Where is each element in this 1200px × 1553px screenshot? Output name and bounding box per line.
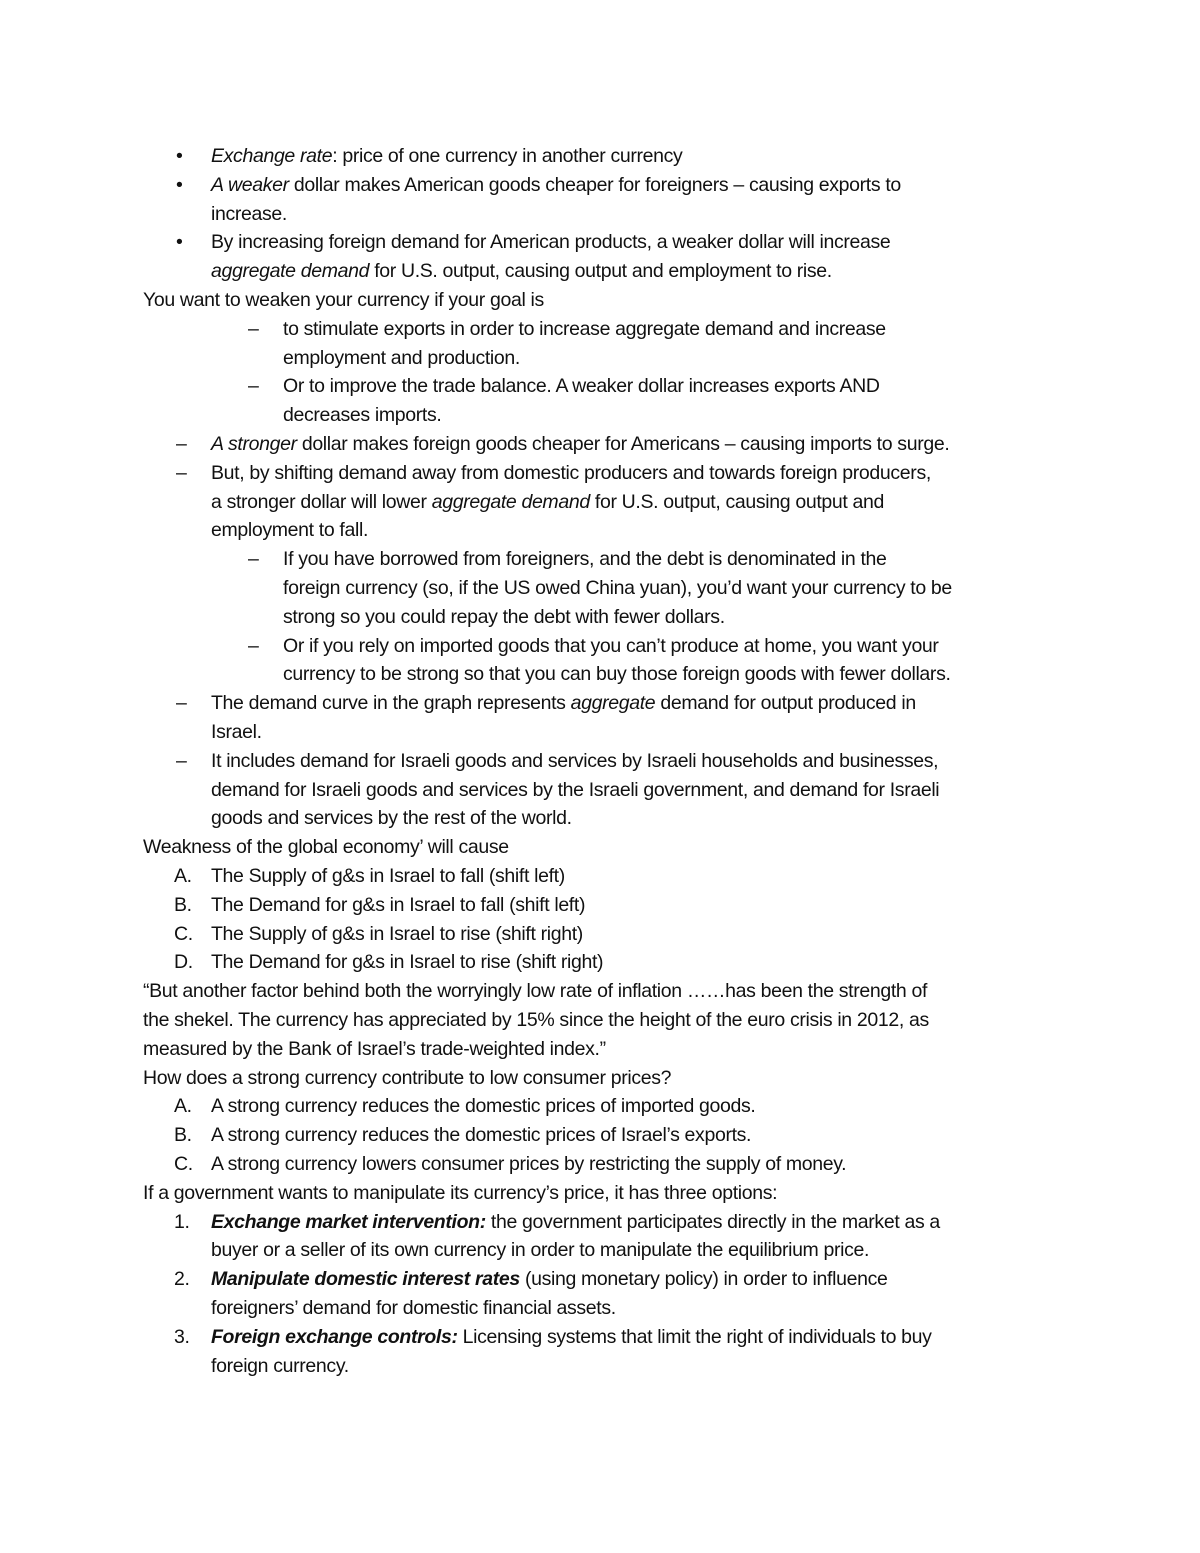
italic-text: A weaker bbox=[211, 173, 289, 196]
text-line bbox=[283, 372, 880, 401]
text-segment: to stimulate exports in order to increase aggregate demand and increase bbox=[283, 317, 886, 340]
text-segment: It includes demand for Israeli goods and services by Israeli households and businesses, bbox=[211, 749, 939, 772]
text-line bbox=[283, 603, 725, 632]
bullet-marker: • bbox=[176, 145, 183, 167]
question-text: How does a strong currency contribute to low consumer prices? bbox=[143, 1066, 672, 1089]
option-label: B. bbox=[174, 1124, 192, 1147]
text-segment: Or if you rely on imported goods that you can’t produce at home, you want your bbox=[283, 634, 939, 657]
text-line bbox=[211, 488, 884, 517]
dash-marker: – bbox=[176, 692, 187, 715]
text-line bbox=[283, 632, 939, 661]
option-label: C. bbox=[174, 922, 193, 945]
text-segment: dollar makes foreign goods cheaper for Americans – causing imports to surge. bbox=[296, 433, 950, 455]
dash-marker: – bbox=[248, 317, 259, 340]
option-text: A strong currency lowers consumer prices by restricting the supply of money. bbox=[211, 1153, 847, 1175]
text-line bbox=[211, 718, 262, 747]
text-line bbox=[211, 430, 949, 459]
question-text: Weakness of the global economy’ will cause bbox=[143, 836, 509, 859]
text-segment: employment to fall. bbox=[211, 519, 369, 542]
text-segment: Israel. bbox=[211, 721, 262, 743]
text-segment: demand for Israeli goods and services by the Israeli government, and demand for Israeli bbox=[211, 778, 940, 801]
text-segment: The demand curve in the graph represents bbox=[211, 692, 571, 715]
option-text: A strong currency reduces the domestic prices of imported goods. bbox=[211, 1095, 756, 1118]
text-segment: foreigners’ demand for domestic financial assets. bbox=[211, 1297, 616, 1319]
italic-text: aggregate demand bbox=[211, 260, 370, 283]
text-segment: By increasing foreign demand for American products, a weaker dollar will increase bbox=[211, 231, 891, 254]
bullet-marker: • bbox=[176, 231, 183, 254]
text-segment: employment and production. bbox=[283, 346, 520, 369]
text-line bbox=[211, 747, 938, 776]
bullet-marker: • bbox=[176, 173, 183, 196]
text-segment: dollar makes American goods cheaper for foreigners – causing exports to bbox=[288, 173, 901, 196]
text-line bbox=[211, 1352, 349, 1381]
text-segment: demand for output produced in bbox=[655, 692, 916, 715]
text-line bbox=[211, 689, 916, 718]
text-line bbox=[283, 574, 952, 603]
option-label: D. bbox=[174, 951, 193, 974]
number-label: 1. bbox=[174, 1210, 190, 1233]
italic-text: aggregate bbox=[570, 692, 656, 715]
option-label: B. bbox=[174, 893, 192, 916]
text-line bbox=[211, 1265, 887, 1294]
text-line bbox=[211, 516, 368, 545]
text-segment: foreign currency (so, if the US owed China yuan), you’d want your currency to be bbox=[283, 577, 952, 599]
option-text: The Supply of g&s in Israel to rise (shift right) bbox=[211, 922, 583, 945]
italic-text: A stronger bbox=[211, 433, 297, 455]
section-heading: If a government wants to manipulate its currency’s price, it has three options: bbox=[143, 1181, 778, 1204]
text-line bbox=[211, 1294, 616, 1323]
text-line bbox=[211, 804, 572, 833]
quote-text: “But another factor behind both the worryingly low rate of inflation ……has been the strength of bbox=[143, 980, 928, 1003]
text-line bbox=[211, 1208, 940, 1237]
text-segment: the government participates directly in the market as a bbox=[485, 1210, 940, 1233]
option-text: The Supply of g&s in Israel to fall (shift left) bbox=[211, 865, 565, 887]
text-line bbox=[283, 401, 441, 430]
text-segment: decreases imports. bbox=[283, 404, 442, 427]
text-line bbox=[211, 200, 287, 229]
option-label: A. bbox=[174, 1095, 192, 1118]
number-label: 2. bbox=[174, 1268, 190, 1291]
section-heading: You want to weaken your currency if your goal is bbox=[143, 289, 544, 311]
dash-marker: – bbox=[176, 433, 187, 455]
text-line bbox=[283, 344, 520, 373]
text-segment: buyer or a seller of its own currency in order to manipulate the equilibrium price. bbox=[211, 1239, 870, 1262]
text-segment: If you have borrowed from foreigners, and the debt is denominated in the bbox=[283, 548, 887, 571]
dash-marker: – bbox=[248, 634, 259, 657]
text-segment: strong so you could repay the debt with fewer dollars. bbox=[283, 605, 725, 628]
text-segment: : price of one currency in another currency bbox=[332, 145, 683, 167]
text-segment: (using monetary policy) in order to influence bbox=[519, 1268, 888, 1291]
text-segment: increase. bbox=[211, 202, 287, 225]
text-segment: a stronger dollar will lower bbox=[211, 490, 432, 513]
text-line bbox=[283, 315, 886, 344]
option-text: The Demand for g&s in Israel to fall (shift left) bbox=[211, 893, 586, 916]
text-line bbox=[211, 257, 832, 286]
quote-text: the shekel. The currency has appreciated by 15% since the height of the euro crisis in 2012, as bbox=[143, 1009, 929, 1031]
dash-marker: – bbox=[176, 749, 187, 772]
text-line bbox=[211, 228, 890, 257]
text-segment: for U.S. output, causing output and bbox=[589, 490, 885, 513]
dash-marker: – bbox=[248, 548, 259, 571]
text-line bbox=[211, 776, 939, 805]
text-line bbox=[211, 1323, 932, 1352]
dash-marker: – bbox=[248, 375, 259, 398]
text-segment: Or to improve the trade balance. A weaker dollar increases exports AND bbox=[283, 375, 880, 398]
number-label: 3. bbox=[174, 1325, 190, 1348]
emphasis-text: Manipulate domestic interest rates bbox=[211, 1268, 520, 1291]
text-line bbox=[211, 142, 682, 171]
text-line bbox=[211, 171, 901, 200]
text-segment: goods and services by the rest of the world. bbox=[211, 807, 572, 830]
option-label: C. bbox=[174, 1153, 193, 1175]
text-segment: currency to be strong so that you can buy those foreign goods with fewer dollars. bbox=[283, 663, 951, 686]
text-segment: But, by shifting demand away from domestic producers and towards foreign producers, bbox=[211, 461, 931, 484]
quote-text: measured by the Bank of Israel’s trade-weighted index.” bbox=[143, 1037, 606, 1060]
emphasis-text: Foreign exchange controls: bbox=[211, 1325, 458, 1348]
text-segment: Licensing systems that limit the right of individuals to buy bbox=[457, 1325, 932, 1348]
option-text: The Demand for g&s in Israel to rise (shift right) bbox=[211, 951, 604, 974]
dash-marker: – bbox=[176, 461, 187, 484]
text-segment: for U.S. output, causing output and employment to rise. bbox=[369, 260, 832, 283]
emphasis-text: Exchange market intervention: bbox=[211, 1210, 486, 1233]
option-label: A. bbox=[174, 865, 192, 887]
text-segment: foreign currency. bbox=[211, 1354, 349, 1377]
italic-text: aggregate demand bbox=[431, 490, 590, 513]
text-line bbox=[283, 660, 951, 689]
italic-text: Exchange rate bbox=[211, 145, 333, 167]
text-line bbox=[211, 459, 931, 488]
text-line bbox=[211, 1236, 869, 1265]
text-line bbox=[283, 545, 887, 574]
option-text: A strong currency reduces the domestic prices of Israel’s exports. bbox=[211, 1124, 752, 1147]
